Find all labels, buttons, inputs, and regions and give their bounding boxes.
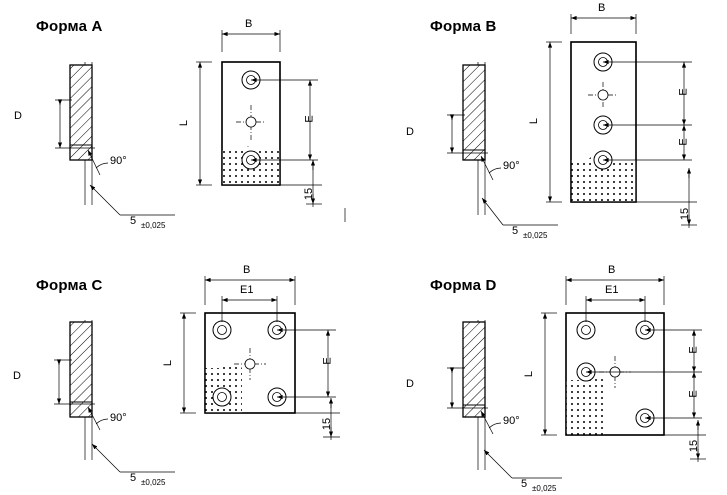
- form-a-section-view: [55, 62, 175, 215]
- form-b-label-15: 15: [679, 207, 692, 221]
- form-c-label-e1: E1: [240, 284, 254, 296]
- form-a-label-tolerance: 5: [130, 215, 137, 227]
- form-b-label-tolerance-value: ±0,025: [523, 231, 548, 240]
- form-d-label-l: L: [523, 370, 536, 378]
- form-c-label-d: D: [13, 370, 21, 382]
- form-d-label-tolerance: 5: [521, 478, 528, 490]
- form-c-label-e: E: [321, 357, 334, 365]
- form-a-label-e: E: [303, 115, 316, 123]
- form-d-title: Форма D: [430, 277, 497, 294]
- form-a-label-b: B: [245, 18, 253, 30]
- form-b-label-e1: E: [677, 88, 690, 96]
- form-c-plan-view: [180, 276, 340, 440]
- form-c-section-view: [54, 320, 175, 472]
- form-a-label-tolerance-value: ±0,025: [141, 221, 166, 230]
- form-b-label-b: B: [598, 2, 606, 14]
- form-b-label-e2: E: [677, 138, 690, 146]
- form-d-label-d: D: [406, 378, 414, 390]
- form-a-title: Форма A: [36, 18, 103, 35]
- form-d-label-e-upper: E: [687, 346, 700, 354]
- form-a-label-l: L: [178, 119, 191, 127]
- form-d-label-angle: 90°: [503, 415, 520, 427]
- form-d-label-e1: E1: [605, 284, 619, 296]
- form-d-label-b: B: [608, 264, 616, 276]
- form-b-plan-view: [546, 14, 697, 228]
- form-b-label-angle: 90°: [503, 160, 520, 172]
- form-b-label-tolerance: 5: [512, 225, 519, 237]
- form-b-title: Форма B: [430, 18, 497, 35]
- form-c-label-l: L: [162, 359, 175, 367]
- form-d-label-e-lower: E: [687, 390, 700, 398]
- form-c-title: Форма C: [36, 277, 103, 294]
- form-c-label-15: 15: [321, 417, 334, 431]
- form-c-label-tolerance-value: ±0,025: [141, 478, 166, 487]
- form-b-label-l: L: [528, 117, 541, 125]
- form-a-label-15: 15: [303, 187, 316, 201]
- form-d-label-tolerance-value: ±0,025: [532, 484, 557, 493]
- form-d-plan-view: [541, 276, 706, 462]
- form-b-label-d: D: [406, 126, 414, 138]
- form-a-label-d: D: [14, 110, 22, 122]
- form-a-label-angle: 90°: [110, 155, 127, 167]
- form-b-section-view: [447, 62, 558, 225]
- form-c-label-tolerance: 5: [130, 472, 137, 484]
- form-c-label-b: B: [243, 264, 251, 276]
- form-c-label-angle: 90°: [110, 412, 127, 424]
- form-d-label-15: 15: [688, 439, 701, 453]
